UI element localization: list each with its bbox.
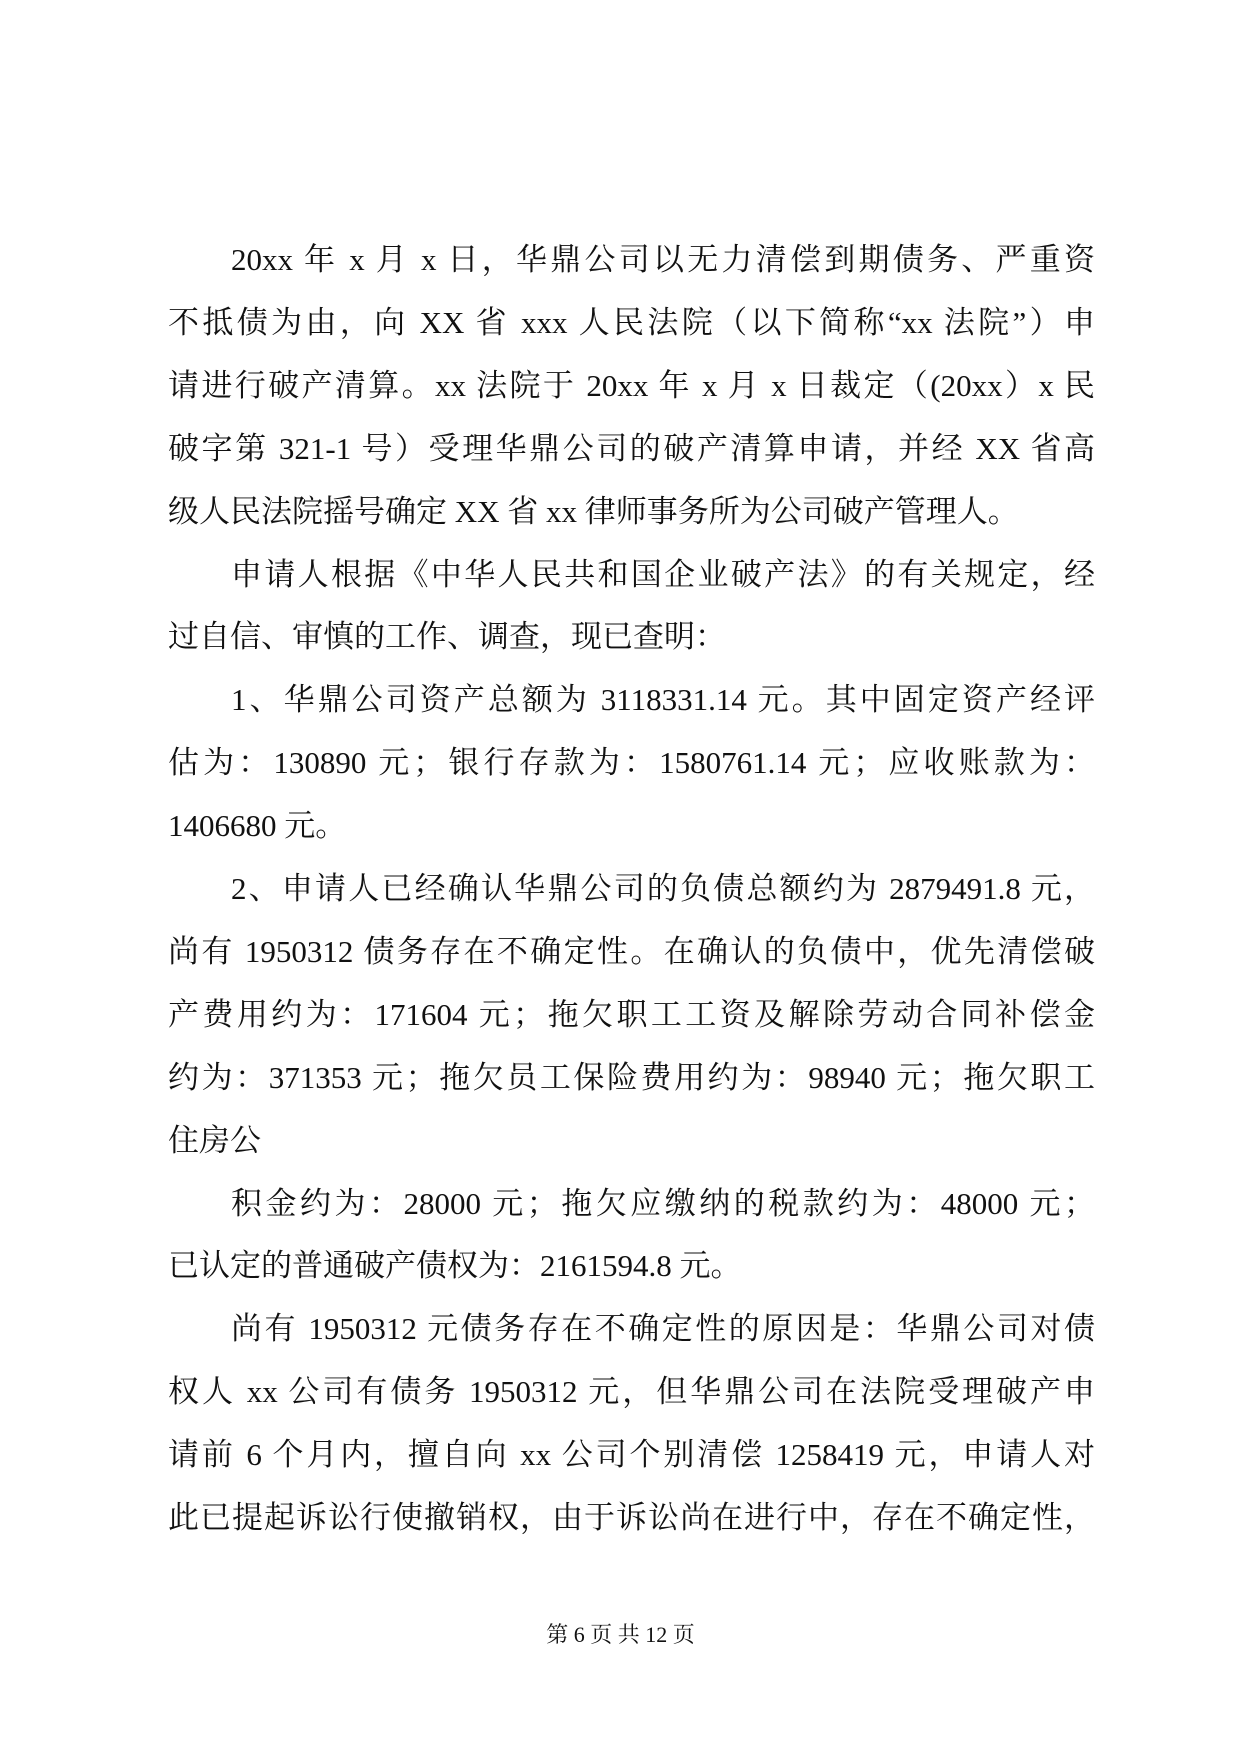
text-line: 已认定的普通破产债权为：2161594.8 元。 bbox=[168, 1248, 742, 1284]
text-line: 产费用约为：171604 元；拖欠职工工资及解除劳动合同补偿金 bbox=[168, 996, 1095, 1032]
text-line: 不抵债为由，向 XX 省 xxx 人民法院（以下简称“xx 法院”）申 bbox=[168, 304, 1095, 340]
text-line: 1406680 元。 bbox=[168, 808, 347, 844]
text-line: 申请人根据《中华人民共和国企业破产法》的有关规定，经 bbox=[231, 556, 1095, 592]
text-line: 估为：130890 元；银行存款为：1580761.14 元；应收账款为： bbox=[168, 745, 1095, 781]
text-line: 此已提起诉讼行使撤销权，由于诉讼尚在进行中，存在不确定性， bbox=[168, 1500, 1095, 1535]
text-line: 级人民法院摇号确定 XX 省 xx 律师事务所为公司破产管理人。 bbox=[168, 493, 1019, 529]
text-line: 请前 6 个月内，擅自向 xx 公司个别清偿 1258419 元，申请人对 bbox=[168, 1437, 1095, 1473]
text-line: 约为：371353 元；拖欠员工保险费用约为：98940 元；拖欠职工 bbox=[168, 1059, 1095, 1095]
text-line: 破字第 321-1 号）受理华鼎公司的破产清算申请，并经 XX 省高 bbox=[168, 430, 1095, 466]
text-line: 尚有 1950312 元债务存在不确定性的原因是：华鼎公司对债 bbox=[231, 1311, 1095, 1347]
text-line: 权人 xx 公司有债务 1950312 元，但华鼎公司在法院受理破产申 bbox=[168, 1374, 1095, 1410]
page-number-footer: 第 6 页 共 12 页 bbox=[546, 1622, 695, 1647]
text-line: 过自信、审慎的工作、调查，现已查明： bbox=[168, 619, 726, 655]
text-line: 1、华鼎公司资产总额为 3118331.14 元。其中固定资产经评 bbox=[231, 682, 1095, 718]
text-line: 住房公 bbox=[168, 1122, 261, 1158]
text-line: 请进行破产清算。xx 法院于 20xx 年 x 月 x 日裁定（(20xx）x 民 bbox=[168, 367, 1095, 403]
text-line: 2、申请人已经确认华鼎公司的负债总额约为 2879491.8 元， bbox=[231, 871, 1095, 906]
text-line: 尚有 1950312 债务存在不确定性。在确认的负债中，优先清偿破 bbox=[168, 933, 1095, 969]
text-line: 20xx 年 x 月 x 日，华鼎公司以无力清偿到期债务、严重资 bbox=[231, 242, 1095, 277]
text-line: 积金约为：28000 元；拖欠应缴纳的税款约为：48000 元； bbox=[231, 1185, 1095, 1221]
